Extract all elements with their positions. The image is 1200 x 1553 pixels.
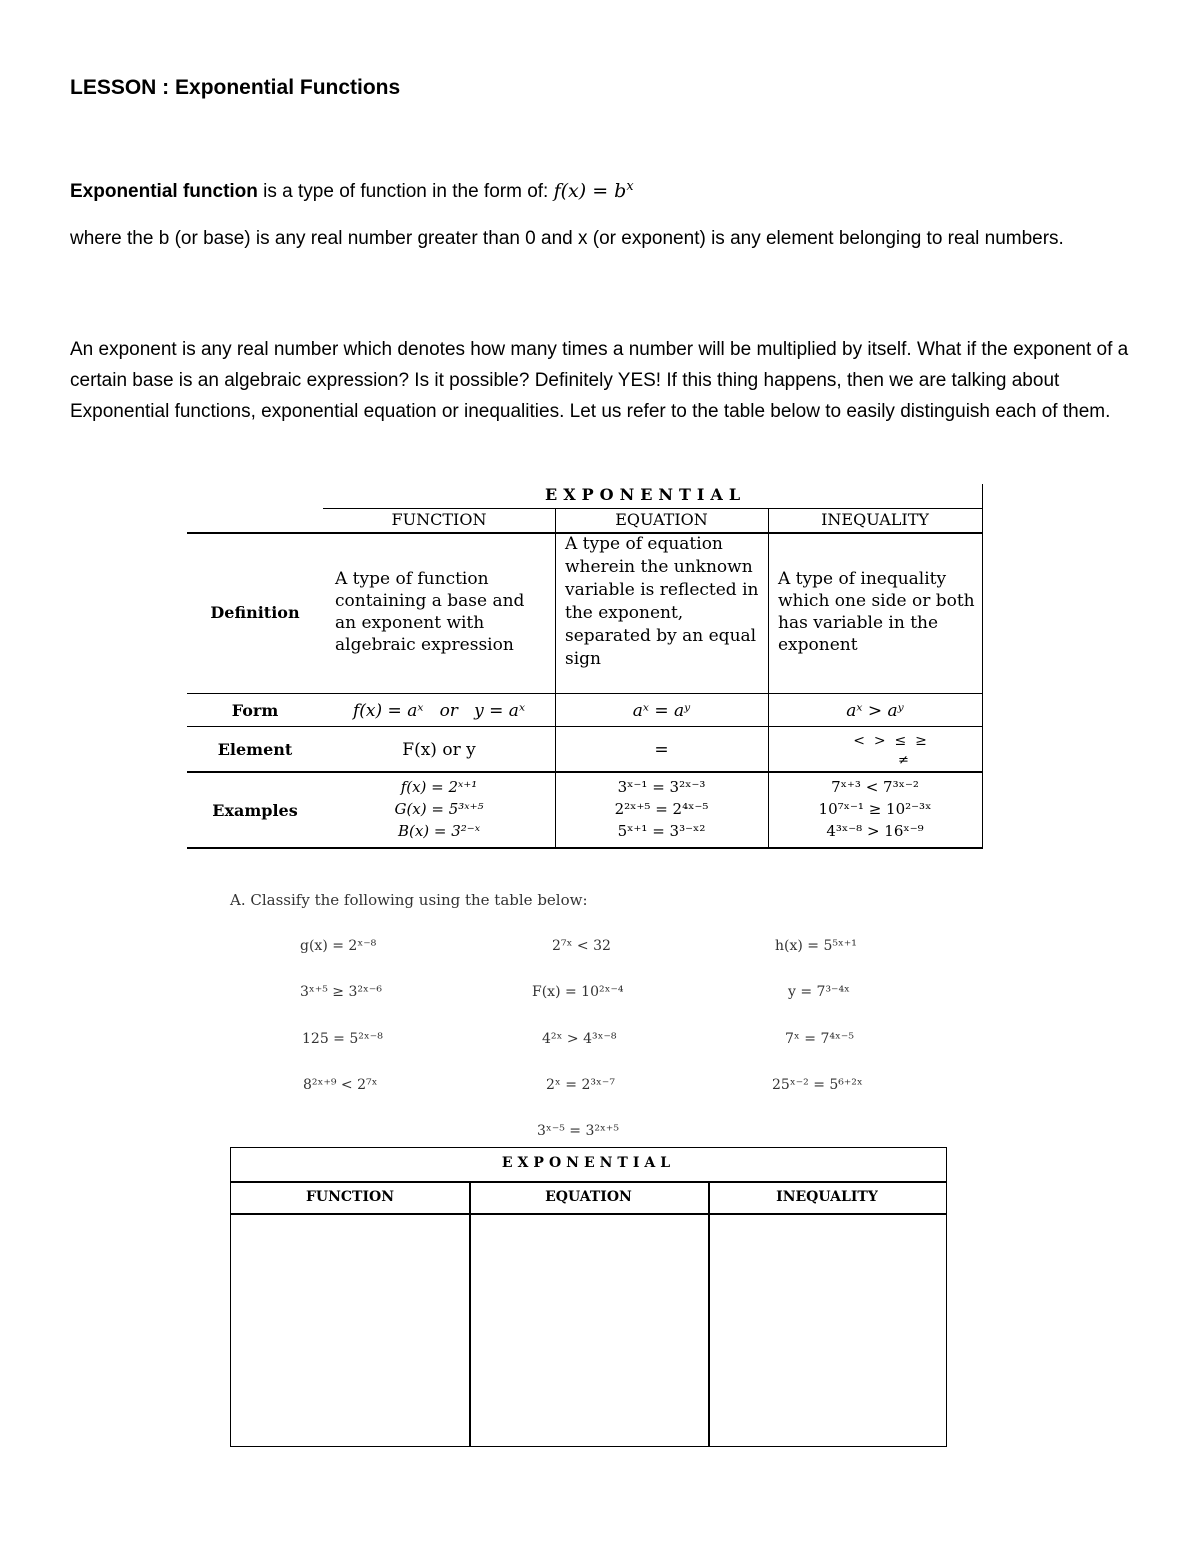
answer-table-header: EXPONENTIAL: [501, 1155, 676, 1171]
example-function-3: B(x) = 3²⁻ˣ: [397, 822, 481, 840]
example-function-2: G(x) = 5³ˣ⁺⁵: [394, 800, 484, 818]
form-equation: aˣ = aʸ: [632, 701, 691, 721]
classify-item: 4²ˣ > 4³ˣ⁻⁸: [542, 1031, 617, 1047]
examples-inequality: [768, 776, 982, 842]
classify-item: 25ˣ⁻² = 5⁶⁺²ˣ: [772, 1077, 863, 1093]
intro-definition: [70, 176, 1145, 207]
element-equation: =: [654, 740, 669, 760]
example-inequality-1: 7ˣ⁺³ < 7³ˣ⁻²: [831, 778, 919, 796]
example-equation-2: 2²ˣ⁺⁵ = 2⁴ˣ⁻⁵: [614, 800, 709, 818]
example-inequality-2: 10⁷ˣ⁻¹ ≥ 10²⁻³ˣ: [818, 800, 932, 818]
ref-col-inequality: INEQUALITY: [821, 510, 929, 529]
intro-formula-exp: x: [626, 178, 634, 194]
example-function-1: f(x) = 2ˣ⁺¹: [400, 778, 478, 796]
answer-col-equation: EQUATION: [545, 1189, 632, 1205]
def-function: A type of function containing a base and an exponent with algebraic expression: [335, 569, 525, 655]
classify-item: 3ˣ⁻⁵ = 3²ˣ⁺⁵: [537, 1123, 619, 1139]
form-inequality: aˣ > aʸ: [846, 701, 904, 721]
examples-equation: [555, 776, 768, 842]
classify-item: h(x) = 5⁵ˣ⁺¹: [775, 938, 857, 954]
def-inequality: A type of inequality which one side or both has variable in the exponent: [778, 569, 975, 655]
classify-item: g(x) = 2ˣ⁻⁸: [300, 938, 377, 954]
ref-col-function: FUNCTION: [391, 510, 487, 529]
classify-item: 7ˣ = 7⁴ˣ⁻⁵: [785, 1031, 854, 1047]
ref-table-header: EXPONENTIAL: [545, 485, 747, 504]
answer-table: [230, 1147, 947, 1447]
form-function: f(x) = aˣ or y = aˣ: [353, 701, 525, 721]
intro-rest: is a type of function in the form of:: [257, 181, 554, 202]
example-inequality-3: 4³ˣ⁻⁸ > 16ˣ⁻⁹: [826, 822, 924, 840]
row-label-examples: Examples: [212, 801, 298, 820]
lesson-title: LESSON : Exponential Functions: [70, 76, 401, 99]
classify-item: 2ˣ = 2³ˣ⁻⁷: [546, 1077, 615, 1093]
answer-cell-function[interactable]: [233, 1216, 467, 1444]
classify-instruction: A. Classify the following using the table below:: [230, 891, 588, 909]
answer-cell-equation[interactable]: [472, 1216, 706, 1444]
examples-function: [323, 776, 555, 842]
classify-item: y = 7³⁻⁴ˣ: [788, 984, 850, 1000]
classify-item: 3ˣ⁺⁵ ≥ 3²ˣ⁻⁶: [300, 984, 382, 1000]
classify-item: F(x) = 10²ˣ⁻⁴: [532, 984, 624, 1000]
answer-col-inequality: INEQUALITY: [776, 1189, 878, 1205]
example-equation-3: 5ˣ⁺¹ = 3³⁻ˣ²: [617, 822, 706, 840]
answer-col-function: FUNCTION: [305, 1189, 395, 1205]
row-label-definition: Definition: [210, 603, 300, 622]
classify-item: 125 = 5²ˣ⁻⁸: [302, 1031, 383, 1047]
element-function: F(x) or y: [402, 740, 476, 760]
def-equation: A type of equation wherein the unknown variable is reflected in the exponent, separated by an equal sign: [565, 534, 759, 669]
example-equation-1: 3ˣ⁻¹ = 3²ˣ⁻³: [617, 778, 706, 796]
answer-cell-inequality[interactable]: [711, 1216, 945, 1444]
classify-item: 8²ˣ⁺⁹ < 2⁷ˣ: [303, 1077, 378, 1093]
reference-table: [187, 484, 983, 849]
classify-item: 2⁷ˣ < 32: [552, 938, 611, 954]
element-inequality: < > ≤ ≥: [853, 733, 927, 749]
element-inequality-not-equal: ≠: [898, 753, 909, 768]
row-label-element: Element: [217, 740, 293, 759]
intro-formula: f(x) = b: [553, 180, 627, 202]
row-label-form: Form: [231, 701, 279, 720]
intro-term: Exponential function: [70, 181, 258, 202]
paragraph-exponent: An exponent is any real number which denotes how many times a number will be multiplied by itself. What if the exponent of a certain base is an algebraic expression? Is it possible? Definitely YES! If this thing happens, then we are talking about Exponential functions, exponential equation or inequalities. Let us refer to the table below to easily distinguish each of them.: [70, 339, 1129, 422]
intro-line2: where the b (or base) is any real number greater than 0 and x (or exponent) is any element belonging to real numbers.: [70, 228, 1064, 249]
ref-col-equation: EQUATION: [615, 510, 708, 529]
